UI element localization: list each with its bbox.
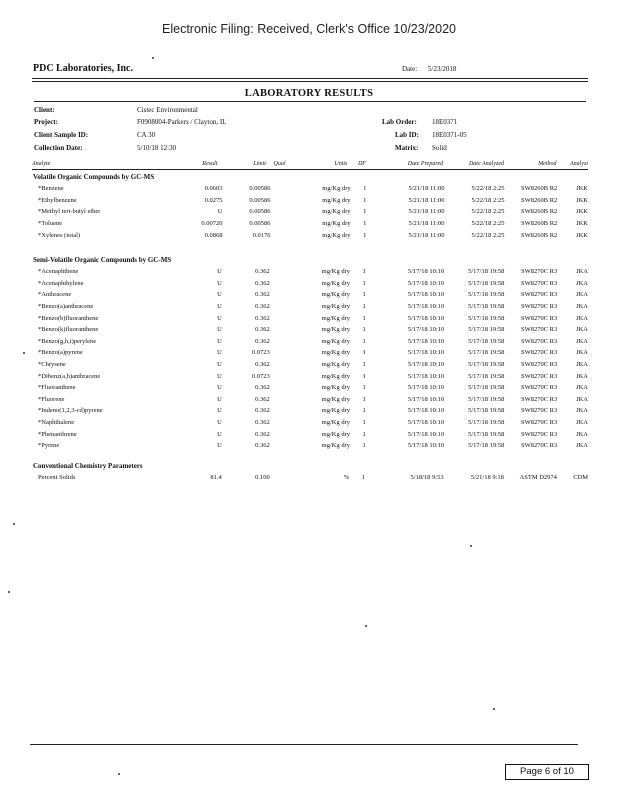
limit-cell: 0.00586: [249, 196, 271, 204]
limit-cell: 0.00586: [249, 208, 271, 216]
table-row: [32, 417, 588, 429]
date-analyzed-cell: 5/17/18 19:58: [468, 326, 505, 334]
qual-cell: [271, 195, 297, 207]
table-row: [32, 428, 588, 440]
date-prepared-cell: 5/17/18 10:10: [407, 430, 445, 438]
scan-speck: [365, 625, 367, 627]
qual-cell: [270, 266, 296, 278]
filing-stamp: Electronic Filing: Received, Clerk's Office 10/23/2020: [162, 22, 456, 36]
units-cell: %: [343, 474, 350, 482]
units-cell: mg/Kg dry: [322, 231, 351, 239]
method-cell: SW8260B R2: [521, 185, 558, 193]
df-cell: 1: [362, 384, 366, 392]
method-cell: SW8270C R3: [520, 395, 558, 403]
date-prepared-cell: 5/21/18 11:00: [408, 185, 445, 193]
scan-speck: [152, 57, 154, 59]
col-df: DF: [357, 160, 366, 167]
df-cell: 1: [362, 430, 366, 438]
method-cell: SW8270C R3: [520, 279, 558, 287]
limit-cell: 0.362: [255, 395, 270, 403]
qual-cell: [270, 472, 296, 484]
date-analyzed-cell: 5/22/18 2:25: [471, 231, 505, 239]
qual-cell: [270, 312, 296, 324]
analyte-cell: *Benzo(a)anthracene: [38, 303, 94, 311]
scan-speck: [8, 591, 10, 593]
analyst-cell: JKA: [576, 303, 588, 311]
analyte-cell: *Phenanthrene: [38, 430, 77, 438]
qual-cell: [270, 347, 296, 359]
units-cell: mg/Kg dry: [321, 349, 351, 357]
method-cell: SW8270C R3: [520, 314, 558, 322]
date-prepared-cell: 5/17/18 10:10: [407, 337, 445, 345]
df-cell: 1: [362, 407, 366, 415]
method-cell: SW8260B R2: [521, 220, 558, 228]
df-cell: 1: [362, 337, 366, 345]
date-analyzed-cell: 5/22/18 2:25: [471, 196, 505, 204]
table-row: [32, 359, 588, 371]
method-cell: SW8270C R3: [520, 303, 558, 311]
table-row: [32, 324, 588, 336]
analyte-cell: *Benzo(k)fluoranthene: [38, 326, 99, 334]
date-prepared-cell: 5/17/18 10:10: [407, 349, 445, 357]
units-cell: mg/Kg dry: [321, 268, 351, 276]
analyst-cell: JKK: [576, 220, 588, 228]
method-cell: SW8270C R3: [520, 268, 558, 276]
date-prepared-cell: 5/18/18 9:53: [410, 474, 444, 482]
qual-cell: [270, 359, 296, 371]
date-prepared-cell: 5/17/18 10:10: [407, 361, 445, 369]
limit-cell: 0.362: [255, 326, 270, 334]
qual-cell: [271, 206, 297, 218]
analyte-cell: *Acenaphthylene: [38, 279, 84, 287]
units-cell: mg/Kg dry: [322, 196, 351, 204]
analyst-cell: JKA: [576, 314, 588, 322]
table-row: [32, 301, 588, 313]
date-prepared-cell: 5/21/18 11:00: [408, 208, 445, 216]
qual-cell: [270, 394, 296, 406]
sample-id-value: CA 30: [137, 131, 156, 139]
table-row: [32, 195, 588, 207]
date-analyzed-cell: 5/22/18 2:25: [471, 185, 505, 193]
units-cell: mg/Kg dry: [322, 208, 351, 216]
units-cell: mg/Kg dry: [321, 372, 351, 380]
limit-cell: 0.00586: [249, 185, 271, 193]
analyst-cell: JKK: [576, 196, 588, 204]
date-analyzed-cell: 5/17/18 19:58: [468, 303, 505, 311]
result-cell: U: [217, 291, 222, 299]
df-cell: 1: [362, 395, 366, 403]
units-cell: mg/Kg dry: [321, 384, 351, 392]
voc-section-title: Volatile Organic Compounds by GC-MS: [33, 173, 155, 181]
page-number: Page 6 of 10: [505, 764, 589, 780]
limit-cell: 0.362: [255, 361, 270, 369]
col-analyst: Analyst: [570, 160, 588, 167]
analyte-cell: Percent Solids: [38, 474, 76, 482]
units-cell: mg/Kg dry: [322, 185, 351, 193]
analyst-cell: JKK: [576, 185, 588, 193]
method-cell: SW8260B R2: [521, 196, 558, 204]
units-cell: mg/Kg dry: [321, 326, 351, 334]
analyst-cell: JKA: [576, 268, 588, 276]
method-cell: SW8270C R3: [520, 419, 558, 427]
conv-section-title: Conventional Chemistry Parameters: [33, 462, 143, 470]
analyte-cell: *Pyrene: [38, 442, 60, 450]
limit-cell: 0.362: [255, 303, 270, 311]
analyst-cell: JKA: [576, 407, 588, 415]
units-cell: mg/Kg dry: [321, 419, 351, 427]
date-analyzed-cell: 5/17/18 19:58: [468, 442, 505, 450]
scan-speck: [23, 352, 25, 354]
limit-cell: 0.362: [255, 442, 270, 450]
col-limit: Limit: [253, 160, 266, 167]
method-cell: SW8260B R2: [521, 208, 558, 216]
limit-cell: 0.362: [255, 291, 270, 299]
voc-table: [32, 183, 588, 241]
units-cell: mg/Kg dry: [321, 395, 351, 403]
df-cell: 1: [362, 314, 366, 322]
date-analyzed-cell: 5/21/18 9:18: [470, 474, 504, 482]
df-cell: 1: [362, 326, 366, 334]
table-row: [32, 278, 588, 290]
date-label: Date:: [402, 65, 418, 73]
matrix-label: Matrix:: [395, 144, 419, 152]
result-cell: U: [217, 372, 222, 380]
analyst-cell: JKA: [576, 337, 588, 345]
analyst-cell: JKA: [576, 349, 588, 357]
table-row: [32, 266, 588, 278]
table-row: [32, 472, 588, 484]
col-analyte: Analyte: [32, 160, 51, 167]
date-analyzed-cell: 5/17/18 19:58: [468, 361, 505, 369]
method-cell: SW8270C R3: [520, 384, 558, 392]
matrix-value: Solid: [432, 144, 447, 152]
units-cell: mg/Kg dry: [321, 430, 351, 438]
result-cell: U: [217, 326, 222, 334]
date-prepared-cell: 5/17/18 10:10: [407, 326, 445, 334]
result-cell: U: [217, 303, 222, 311]
analyst-cell: JKA: [576, 372, 588, 380]
col-date-prepared: Date Prepared: [407, 160, 444, 167]
units-cell: mg/Kg dry: [321, 361, 351, 369]
date-prepared-cell: 5/17/18 10:10: [407, 407, 445, 415]
limit-cell: 0.362: [255, 419, 270, 427]
qual-cell: [271, 218, 297, 230]
df-cell: 1: [362, 442, 366, 450]
qual-cell: [270, 382, 296, 394]
conv-table: [32, 472, 588, 484]
qual-cell: [270, 278, 296, 290]
result-cell: U: [217, 384, 222, 392]
table-row: [32, 206, 588, 218]
analyst-cell: JKA: [576, 279, 588, 287]
date-prepared-cell: 5/17/18 10:10: [407, 395, 445, 403]
analyte-cell: *Fluorene: [38, 395, 65, 403]
table-row: [32, 312, 588, 324]
analyte-cell: *Dibenz(a,h)anthracene: [38, 372, 101, 380]
df-cell: 1: [362, 349, 366, 357]
method-cell: ASTM D2974: [519, 474, 557, 482]
date-prepared-cell: 5/17/18 10:10: [407, 279, 445, 287]
method-cell: SW8260B R2: [521, 231, 558, 239]
table-row: [32, 382, 588, 394]
date-analyzed-cell: 5/17/18 19:58: [468, 430, 505, 438]
units-cell: mg/Kg dry: [321, 407, 351, 415]
analyte-cell: *Chrysene: [38, 361, 66, 369]
client-label: Client:: [34, 106, 55, 114]
analyst-cell: JKK: [576, 208, 588, 216]
date-prepared-cell: 5/17/18 10:10: [407, 314, 445, 322]
result-cell: 0.0275: [204, 196, 223, 204]
analyte-cell: *Acenaphthene: [38, 268, 79, 276]
result-cell: U: [217, 337, 222, 345]
result-cell: U: [217, 349, 222, 357]
date-prepared-cell: 5/21/18 11:00: [408, 196, 445, 204]
analyst-cell: JKA: [576, 430, 588, 438]
lab-name: PDC Laboratories, Inc.: [33, 63, 133, 74]
analyte-cell: *Toluene: [38, 220, 63, 228]
method-cell: SW8270C R3: [520, 442, 558, 450]
analyte-cell: *Benzo(a)pyrene: [38, 349, 83, 357]
result-cell: U: [217, 430, 222, 438]
units-cell: mg/Kg dry: [321, 314, 351, 322]
result-cell: U: [217, 395, 222, 403]
table-row: [32, 218, 588, 230]
limit-cell: 0.0176: [252, 231, 271, 239]
df-cell: 1: [362, 268, 366, 276]
date-analyzed-cell: 5/17/18 19:58: [468, 407, 505, 415]
limit-cell: 0.362: [255, 430, 270, 438]
analyst-cell: CDM: [573, 474, 588, 482]
project-value: F0908004-Parkers / Clayton, IL: [137, 118, 227, 126]
df-cell: 1: [362, 291, 366, 299]
date-analyzed-cell: 5/22/18 2:25: [471, 208, 505, 216]
df-cell: 1: [362, 361, 366, 369]
analyst-cell: JKA: [576, 326, 588, 334]
df-cell: 1: [362, 303, 366, 311]
df-cell: 1: [362, 419, 366, 427]
analyst-cell: JKA: [576, 291, 588, 299]
date-prepared-cell: 5/17/18 10:10: [407, 303, 445, 311]
limit-cell: 0.100: [255, 474, 270, 482]
analyte-cell: *Xylenes (total): [38, 231, 81, 239]
table-row: [32, 440, 588, 452]
limit-cell: 0.362: [255, 337, 270, 345]
scan-speck: [470, 545, 472, 547]
units-cell: mg/Kg dry: [321, 279, 351, 287]
units-cell: mg/Kg dry: [321, 291, 351, 299]
qual-cell: [271, 229, 297, 241]
limit-cell: 0.00586: [249, 220, 271, 228]
units-cell: mg/Kg dry: [322, 220, 351, 228]
result-cell: U: [217, 268, 222, 276]
date-analyzed-cell: 5/17/18 19:58: [468, 314, 505, 322]
method-cell: SW8270C R3: [520, 361, 558, 369]
date-analyzed-cell: 5/17/18 19:58: [468, 395, 505, 403]
result-cell: U: [217, 419, 222, 427]
analyst-cell: JKA: [576, 419, 588, 427]
page-title: LABORATORY RESULTS: [244, 88, 374, 99]
qual-cell: [270, 405, 296, 417]
limit-cell: 0.362: [255, 314, 270, 322]
col-date-analyzed: Date Analyzed: [468, 160, 504, 167]
report-date: 5/23/2018: [428, 65, 457, 73]
analyte-cell: *Ethylbenzene: [38, 196, 77, 204]
result-cell: U: [217, 442, 222, 450]
collection-date-value: 5/10/18 12:30: [137, 144, 177, 152]
qual-cell: [270, 428, 296, 440]
column-headers: [32, 159, 588, 168]
analyte-cell: *Methyl tert-butyl ether: [38, 208, 101, 216]
df-cell: 1: [361, 474, 365, 482]
date-analyzed-cell: 5/17/18 19:58: [468, 291, 505, 299]
date-analyzed-cell: 5/17/18 19:58: [468, 419, 505, 427]
date-analyzed-cell: 5/17/18 19:58: [468, 337, 505, 345]
table-row: [32, 370, 588, 382]
sample-id-label: Client Sample ID:: [34, 131, 89, 139]
date-prepared-cell: 5/17/18 10:10: [407, 419, 445, 427]
lab-order-value: 18E0371: [432, 118, 458, 126]
limit-cell: 0.362: [255, 407, 270, 415]
date-analyzed-cell: 5/17/18 19:58: [468, 384, 505, 392]
date-prepared-cell: 5/17/18 10:10: [407, 291, 445, 299]
analyst-cell: JKA: [576, 395, 588, 403]
analyte-cell: *Anthracene: [38, 291, 72, 299]
df-cell: 1: [362, 372, 366, 380]
method-cell: SW8270C R3: [520, 407, 558, 415]
result-cell: 0.0868: [204, 231, 223, 239]
table-row: [32, 183, 588, 195]
analyte-cell: *Naphthalene: [38, 419, 75, 427]
result-cell: 0.00720: [201, 220, 223, 228]
limit-cell: 0.0723: [251, 349, 270, 357]
df-cell: 1: [363, 196, 367, 204]
column-header-rule: [32, 169, 588, 170]
footer-rule: [30, 744, 578, 745]
date-prepared-cell: 5/17/18 10:10: [407, 268, 445, 276]
limit-cell: 0.362: [255, 268, 270, 276]
df-cell: 1: [363, 185, 367, 193]
method-cell: SW8270C R3: [520, 430, 558, 438]
date-prepared-cell: 5/17/18 10:10: [407, 442, 445, 450]
date-prepared-cell: 5/17/18 10:10: [407, 384, 445, 392]
result-cell: U: [217, 279, 222, 287]
title-rule: [34, 101, 586, 102]
table-row: [32, 289, 588, 301]
analyst-cell: JKA: [576, 361, 588, 369]
units-cell: mg/Kg dry: [321, 303, 351, 311]
col-qual: Qual: [273, 160, 286, 167]
date-analyzed-cell: 5/17/18 19:58: [468, 268, 505, 276]
date-analyzed-cell: 5/17/18 19:58: [468, 372, 505, 380]
table-row: [32, 405, 588, 417]
qual-cell: [270, 370, 296, 382]
qual-cell: [270, 336, 296, 348]
analyte-cell: *Indeno(1,2,3-cd)pyrene: [38, 407, 103, 415]
lab-id-value: 18E0371-05: [432, 131, 467, 139]
method-cell: SW8270C R3: [520, 291, 558, 299]
lab-id-label: Lab ID:: [395, 131, 419, 139]
result-cell: U: [217, 407, 222, 415]
limit-cell: 0.0723: [251, 372, 270, 380]
limit-cell: 0.362: [255, 279, 270, 287]
header-rule-bottom: [32, 81, 588, 82]
table-row: [32, 229, 588, 241]
project-label: Project:: [34, 118, 58, 126]
table-row: [32, 347, 588, 359]
result-cell: U: [217, 208, 223, 216]
header-rule-top: [32, 78, 588, 79]
date-analyzed-cell: 5/17/18 19:58: [468, 279, 505, 287]
method-cell: SW8270C R3: [520, 349, 558, 357]
date-analyzed-cell: 5/17/18 19:58: [468, 349, 505, 357]
analyst-cell: JKA: [576, 442, 588, 450]
qual-cell: [270, 289, 296, 301]
qual-cell: [270, 440, 296, 452]
lab-order-label: Lab Order:: [382, 118, 417, 126]
date-prepared-cell: 5/21/18 11:00: [408, 231, 445, 239]
df-cell: 1: [363, 231, 367, 239]
svoc-table: [32, 266, 588, 452]
analyst-cell: JKK: [576, 231, 588, 239]
scan-speck: [13, 523, 15, 525]
qual-cell: [270, 324, 296, 336]
result-cell: 81.4: [210, 474, 222, 482]
method-cell: SW8270C R3: [520, 372, 558, 380]
analyte-cell: *Benzene: [38, 185, 64, 193]
svoc-section-title: Semi-Volatile Organic Compounds by GC-MS: [33, 256, 172, 264]
scan-speck: [118, 773, 120, 775]
scan-speck: [493, 708, 495, 710]
df-cell: 1: [363, 208, 367, 216]
date-prepared-cell: 5/21/18 11:00: [408, 220, 445, 228]
table-row: [32, 394, 588, 406]
result-cell: U: [217, 314, 222, 322]
df-cell: 1: [362, 279, 366, 287]
table-row: [32, 336, 588, 348]
df-cell: 1: [363, 220, 367, 228]
date-prepared-cell: 5/17/18 10:10: [407, 372, 445, 380]
result-cell: U: [217, 361, 222, 369]
units-cell: mg/Kg dry: [321, 337, 351, 345]
collection-date-label: Collection Date:: [34, 144, 83, 152]
qual-cell: [270, 301, 296, 313]
col-method: Method: [538, 160, 557, 167]
qual-cell: [271, 183, 297, 195]
limit-cell: 0.362: [255, 384, 270, 392]
date-analyzed-cell: 5/22/18 2:25: [471, 220, 505, 228]
result-cell: 0.0603: [204, 185, 223, 193]
units-cell: mg/Kg dry: [321, 442, 351, 450]
analyst-cell: JKA: [576, 384, 588, 392]
analyte-cell: *Fluoranthene: [38, 384, 76, 392]
method-cell: SW8270C R3: [520, 326, 558, 334]
analyte-cell: *Benzo(b)fluoranthene: [38, 314, 99, 322]
col-units: Units: [334, 160, 348, 167]
method-cell: SW8270C R3: [520, 337, 558, 345]
col-result: Result: [202, 160, 218, 167]
analyte-cell: *Benzo(g,h,i)perylene: [38, 337, 97, 345]
client-value: Cistec Environmental: [137, 106, 198, 114]
qual-cell: [270, 417, 296, 429]
